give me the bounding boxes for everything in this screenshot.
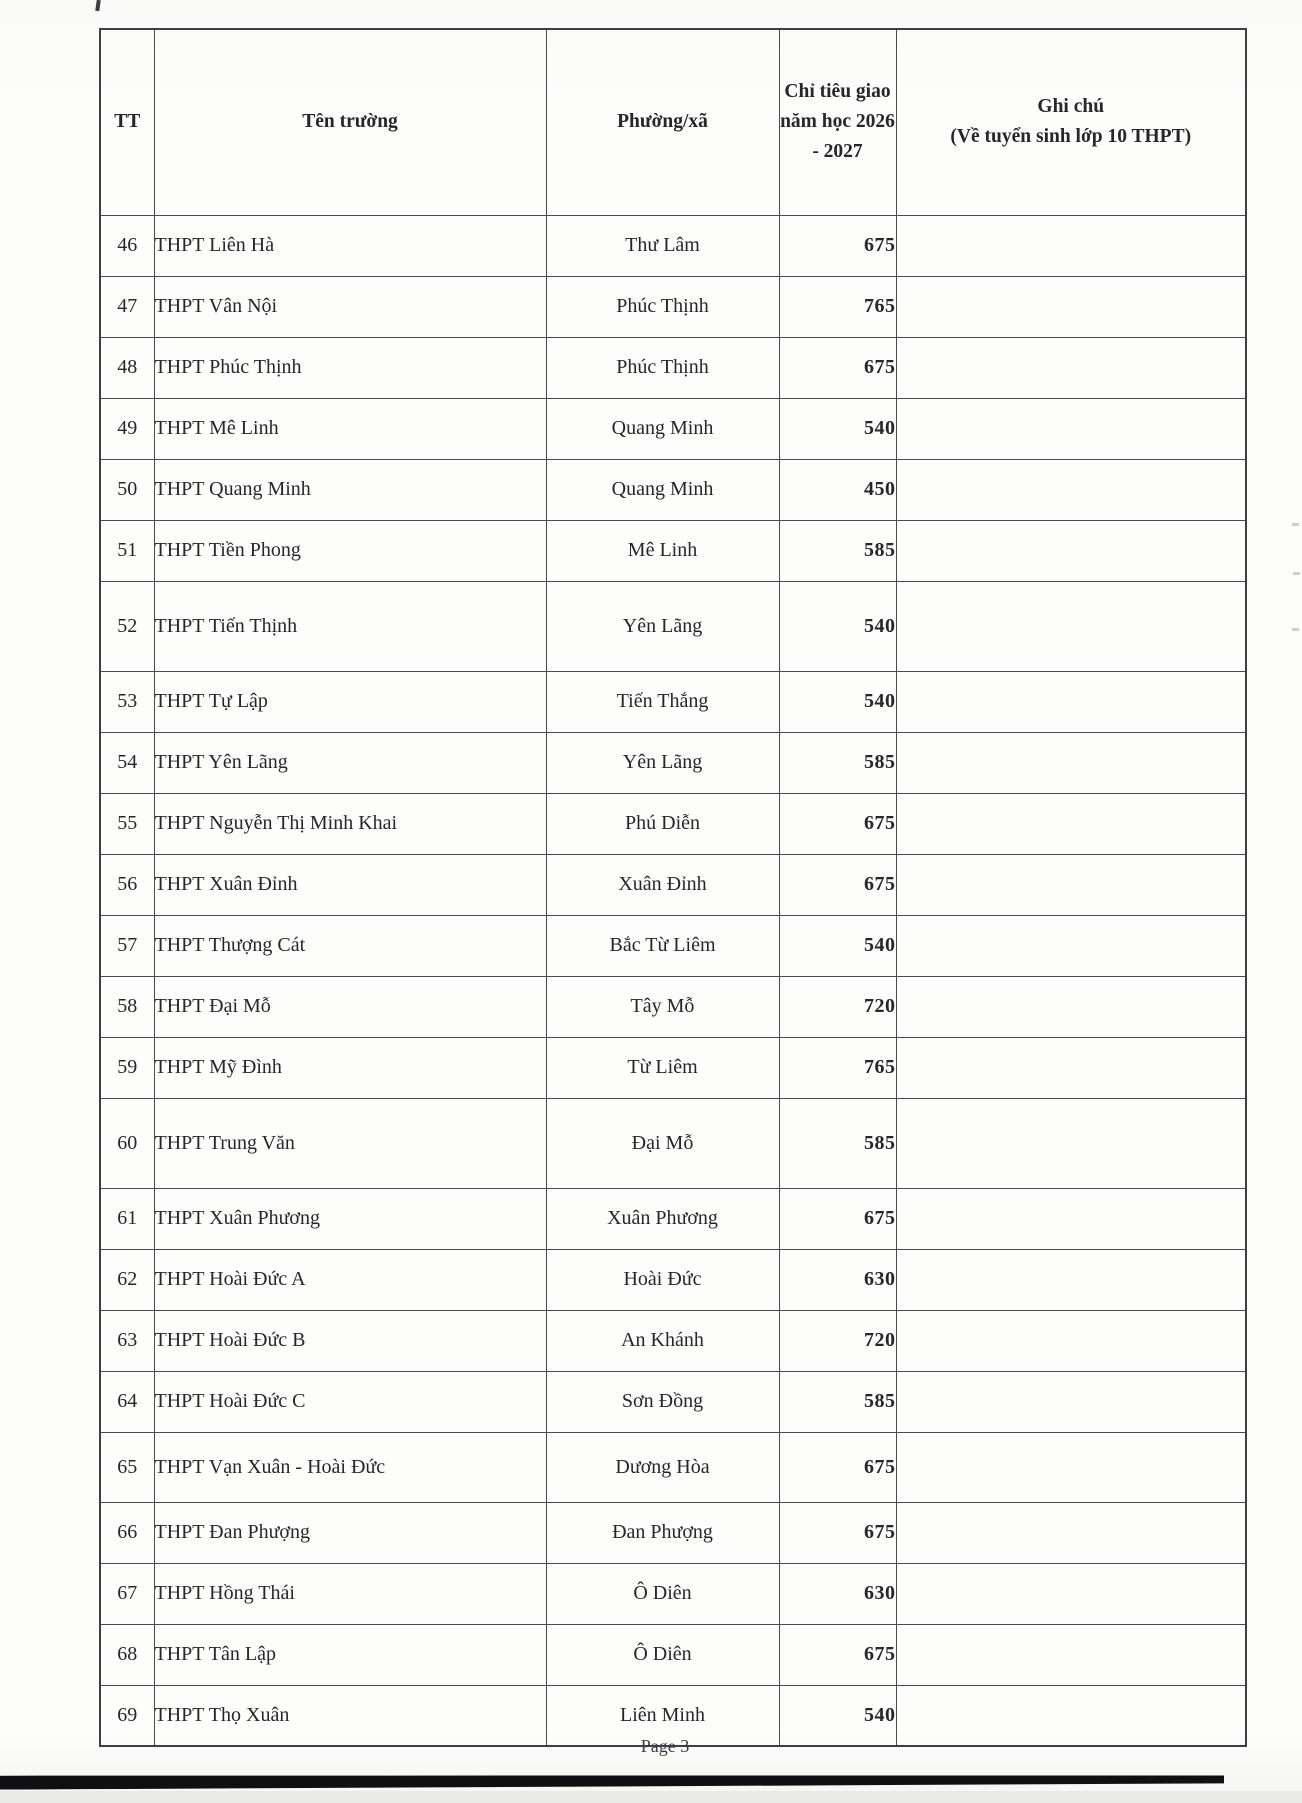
cell-note (896, 1624, 1246, 1685)
cell-school: THPT Tự Lập (154, 671, 546, 732)
cell-quota: 720 (779, 1310, 896, 1371)
cell-tt: 63 (100, 1310, 154, 1371)
cell-ward: Sơn Đồng (546, 1371, 779, 1432)
cell-note (896, 1502, 1246, 1563)
table-row (100, 337, 1246, 398)
cell-school: THPT Hoài Đức B (154, 1310, 546, 1371)
cell-ward: Đan Phượng (546, 1502, 779, 1563)
cell-note (896, 581, 1246, 671)
cell-tt: 48 (100, 337, 154, 398)
cell-note (896, 671, 1246, 732)
table-row (100, 398, 1246, 459)
cell-school: THPT Phúc Thịnh (154, 337, 546, 398)
cell-ward: Yên Lãng (546, 581, 779, 671)
table-row (100, 276, 1246, 337)
cell-quota: 765 (779, 276, 896, 337)
cell-quota: 540 (779, 581, 896, 671)
column-header-quota: Chỉ tiêu giao năm học 2026 - 2027 (779, 29, 896, 215)
scan-black-bar (0, 1772, 1224, 1789)
column-header-tt: TT (100, 29, 154, 215)
cell-tt: 59 (100, 1037, 154, 1098)
cell-school: THPT Vạn Xuân - Hoài Đức (154, 1432, 546, 1502)
cell-school: THPT Tiền Phong (154, 520, 546, 581)
cell-note (896, 915, 1246, 976)
cell-school: THPT Mê Linh (154, 398, 546, 459)
school-quota-table (99, 28, 1247, 1747)
table-row (100, 1371, 1246, 1432)
cell-note (896, 337, 1246, 398)
cell-ward: Phú Diễn (546, 793, 779, 854)
cell-school: THPT Xuân Phương (154, 1188, 546, 1249)
cell-ward: Liên Minh (546, 1685, 779, 1746)
cell-school: THPT Xuân Đỉnh (154, 854, 546, 915)
cell-note (896, 976, 1246, 1037)
table-row (100, 1432, 1246, 1502)
cell-school: THPT Trung Văn (154, 1098, 546, 1188)
cell-tt: 66 (100, 1502, 154, 1563)
table-row (100, 671, 1246, 732)
cell-quota: 540 (779, 915, 896, 976)
cell-note (896, 520, 1246, 581)
cell-quota: 675 (779, 215, 896, 276)
cell-ward: Dương Hòa (546, 1432, 779, 1502)
cell-ward: Xuân Đỉnh (546, 854, 779, 915)
table-row (100, 976, 1246, 1037)
column-header-note (896, 29, 1246, 215)
cell-quota: 540 (779, 398, 896, 459)
column-header-school-name: Tên trường (154, 29, 546, 215)
cell-quota: 630 (779, 1563, 896, 1624)
table-body (100, 215, 1246, 1746)
cell-note (896, 1188, 1246, 1249)
table-row (100, 1310, 1246, 1371)
table-row (100, 459, 1246, 520)
cell-quota: 585 (779, 732, 896, 793)
cell-tt: 65 (100, 1432, 154, 1502)
cell-note (896, 1685, 1246, 1746)
column-header-note-line1: Ghi chú (1037, 96, 1105, 118)
cell-quota: 540 (779, 671, 896, 732)
cell-quota: 675 (779, 337, 896, 398)
cell-school: THPT Đan Phượng (154, 1502, 546, 1563)
cell-tt: 68 (100, 1624, 154, 1685)
cell-quota: 675 (779, 1432, 896, 1502)
cell-school: THPT Vân Nội (154, 276, 546, 337)
cell-tt: 56 (100, 854, 154, 915)
cell-note (896, 1098, 1246, 1188)
cell-note (896, 732, 1246, 793)
cell-ward: Thư Lâm (546, 215, 779, 276)
cell-tt: 50 (100, 459, 154, 520)
cell-quota: 630 (779, 1249, 896, 1310)
cell-tt: 58 (100, 976, 154, 1037)
cell-ward: Ô Diên (546, 1624, 779, 1685)
table-row (100, 854, 1246, 915)
table-row (100, 1098, 1246, 1188)
column-header-note-line2: (Về tuyển sinh lớp 10 THPT) (950, 126, 1192, 148)
cell-school: THPT Thượng Cát (154, 915, 546, 976)
cell-note (896, 1432, 1246, 1502)
cell-school: THPT Yên Lãng (154, 732, 546, 793)
table-row (100, 1037, 1246, 1098)
cell-quota: 675 (779, 1188, 896, 1249)
cell-quota: 450 (779, 459, 896, 520)
cell-ward: Phúc Thịnh (546, 337, 779, 398)
cell-note (896, 398, 1246, 459)
cell-ward: Phúc Thịnh (546, 276, 779, 337)
cell-note (896, 276, 1246, 337)
cell-tt: 69 (100, 1685, 154, 1746)
cell-note (896, 854, 1246, 915)
table-row (100, 581, 1246, 671)
table-row (100, 1624, 1246, 1685)
cell-note (896, 1371, 1246, 1432)
cell-tt: 61 (100, 1188, 154, 1249)
cell-school: THPT Hồng Thái (154, 1563, 546, 1624)
cell-note (896, 1310, 1246, 1371)
cell-tt: 60 (100, 1098, 154, 1188)
table-header (100, 29, 1246, 215)
cell-quota: 585 (779, 1371, 896, 1432)
cell-school: THPT Liên Hà (154, 215, 546, 276)
cell-tt: 51 (100, 520, 154, 581)
cell-tt: 46 (100, 215, 154, 276)
cell-quota: 675 (779, 793, 896, 854)
table-row (100, 520, 1246, 581)
table-row (100, 1249, 1246, 1310)
cell-ward: Quang Minh (546, 459, 779, 520)
table-row (100, 732, 1246, 793)
table-row (100, 1188, 1246, 1249)
cell-quota: 675 (779, 1502, 896, 1563)
cell-school: THPT Nguyễn Thị Minh Khai (154, 793, 546, 854)
column-header-ward: Phường/xã (546, 29, 779, 215)
cell-quota: 675 (779, 854, 896, 915)
cell-ward: Ô Diên (546, 1563, 779, 1624)
scan-edge-mark (1292, 628, 1299, 631)
table-row (100, 215, 1246, 276)
cell-school: THPT Hoài Đức C (154, 1371, 546, 1432)
cell-school: THPT Tiến Thịnh (154, 581, 546, 671)
cell-ward: Xuân Phương (546, 1188, 779, 1249)
scan-edge-mark (1293, 572, 1300, 575)
cell-school: THPT Quang Minh (154, 459, 546, 520)
cell-school: THPT Đại Mỗ (154, 976, 546, 1037)
scan-bottom-strip (0, 1791, 1302, 1803)
cell-tt: 52 (100, 581, 154, 671)
cell-school: THPT Tân Lập (154, 1624, 546, 1685)
cell-school: THPT Mỹ Đình (154, 1037, 546, 1098)
cell-tt: 64 (100, 1371, 154, 1432)
cell-tt: 53 (100, 671, 154, 732)
cell-tt: 57 (100, 915, 154, 976)
cell-quota: 675 (779, 1624, 896, 1685)
cell-quota: 585 (779, 520, 896, 581)
table-row (100, 793, 1246, 854)
cell-quota: 720 (779, 976, 896, 1037)
table-row (100, 1502, 1246, 1563)
cell-ward: Mê Linh (546, 520, 779, 581)
cell-ward: Đại Mỗ (546, 1098, 779, 1188)
cell-ward: An Khánh (546, 1310, 779, 1371)
cell-note (896, 793, 1246, 854)
cell-note (896, 1037, 1246, 1098)
cell-quota: 585 (779, 1098, 896, 1188)
cell-ward: Yên Lãng (546, 732, 779, 793)
table-row (100, 915, 1246, 976)
scan-edge-mark (1292, 523, 1299, 526)
cell-note (896, 215, 1246, 276)
cell-note (896, 1249, 1246, 1310)
cell-ward: Quang Minh (546, 398, 779, 459)
page-number: Page 3 (640, 1736, 690, 1756)
cell-tt: 49 (100, 398, 154, 459)
cell-school: THPT Hoài Đức A (154, 1249, 546, 1310)
cell-quota: 765 (779, 1037, 896, 1098)
cell-ward: Tiến Thắng (546, 671, 779, 732)
cell-note (896, 459, 1246, 520)
cell-ward: Hoài Đức (546, 1249, 779, 1310)
cell-school: THPT Thọ Xuân (154, 1685, 546, 1746)
cell-tt: 67 (100, 1563, 154, 1624)
table-row (100, 1563, 1246, 1624)
cell-tt: 62 (100, 1249, 154, 1310)
cell-ward: Bắc Từ Liêm (546, 915, 779, 976)
scan-artifact-speck (95, 0, 100, 11)
cell-ward: Tây Mỗ (546, 976, 779, 1037)
cell-tt: 55 (100, 793, 154, 854)
cell-note (896, 1563, 1246, 1624)
cell-quota: 540 (779, 1685, 896, 1746)
cell-tt: 54 (100, 732, 154, 793)
cell-ward: Từ Liêm (546, 1037, 779, 1098)
cell-tt: 47 (100, 276, 154, 337)
header-row (100, 29, 1246, 215)
